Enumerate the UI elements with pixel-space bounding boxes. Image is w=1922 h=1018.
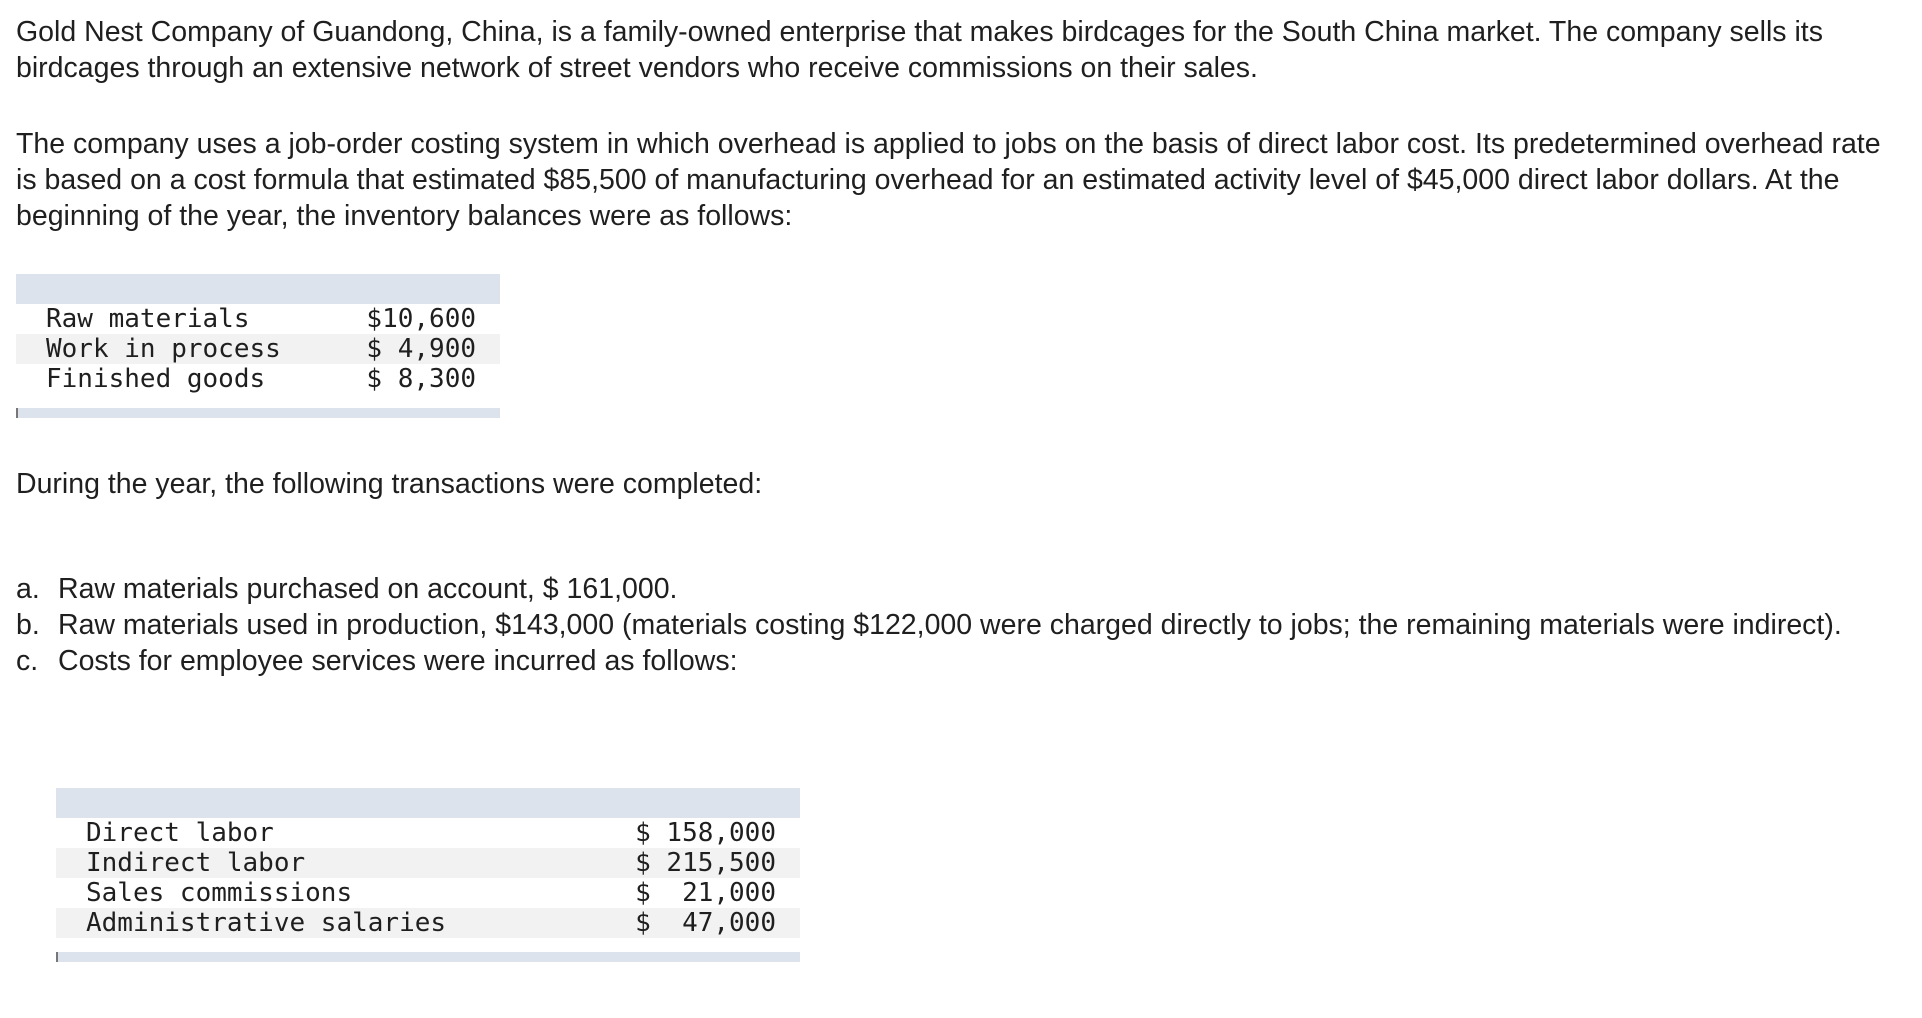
- list-item: [16, 571, 1906, 607]
- row-value: $ 8,300: [366, 364, 476, 394]
- row-label: Indirect labor: [86, 848, 306, 878]
- inventory-balances-table: [16, 274, 500, 418]
- table-row: [56, 908, 800, 938]
- table-row: [16, 364, 500, 394]
- row-label: Raw materials: [46, 304, 250, 334]
- transactions-list: [16, 571, 1906, 679]
- table-row: [16, 334, 500, 364]
- list-marker: c.: [16, 645, 39, 677]
- row-label: Finished goods: [46, 364, 266, 394]
- row-value: $ 4,900: [366, 334, 476, 364]
- row-label: Sales commissions: [86, 878, 353, 908]
- transactions-intro: During the year, the following transactions were completed:: [16, 468, 763, 500]
- list-item: [16, 607, 1906, 643]
- employee-costs-table: [56, 788, 800, 962]
- list-marker: a.: [16, 573, 40, 605]
- list-item-text: Raw materials used in production, $143,000 (materials costing $122,000 were charged directly to jobs; the remaining materials were indirect).: [58, 609, 1842, 641]
- row-label: Work in process: [46, 334, 281, 364]
- list-item-text: Costs for employee services were incurred as follows:: [58, 645, 738, 677]
- table-header-band: [16, 274, 500, 304]
- list-item: [16, 643, 1906, 679]
- list-item-text: Raw materials purchased on account, $ 161,000.: [58, 573, 678, 605]
- row-label: Administrative salaries: [86, 908, 447, 938]
- row-value: $ 47,000: [635, 908, 776, 938]
- table-row: [56, 818, 800, 848]
- costing-method-paragraph: The company uses a job-order costing system in which overhead is applied to jobs on the basis of direct labor cost. Its predetermined overhead rate is based on a cost formula that estimated $85,500 of manufacturing overhead for an estimated activity level of $45,000 direct labor dollars. At the beginning of the year, the inventory balances were as follows:: [16, 128, 1881, 232]
- row-value: $ 21,000: [635, 878, 776, 908]
- table-row: [16, 304, 500, 334]
- row-value: $ 215,500: [635, 848, 776, 878]
- intro-paragraph: Gold Nest Company of Guandong, China, is a family-owned enterprise that makes birdcages for the South China market. The company sells its birdcages through an extensive network of street vendors who receive commissions on their sales.: [16, 16, 1823, 84]
- table-row: [56, 878, 800, 908]
- row-label: Direct labor: [86, 818, 274, 848]
- table-header-band: [56, 788, 800, 818]
- table-row: [56, 848, 800, 878]
- row-value: $ 158,000: [635, 818, 776, 848]
- row-value: $10,600: [366, 304, 476, 334]
- table-footer-band: [16, 408, 500, 418]
- list-marker: b.: [16, 609, 40, 641]
- table-footer-band: [56, 952, 800, 962]
